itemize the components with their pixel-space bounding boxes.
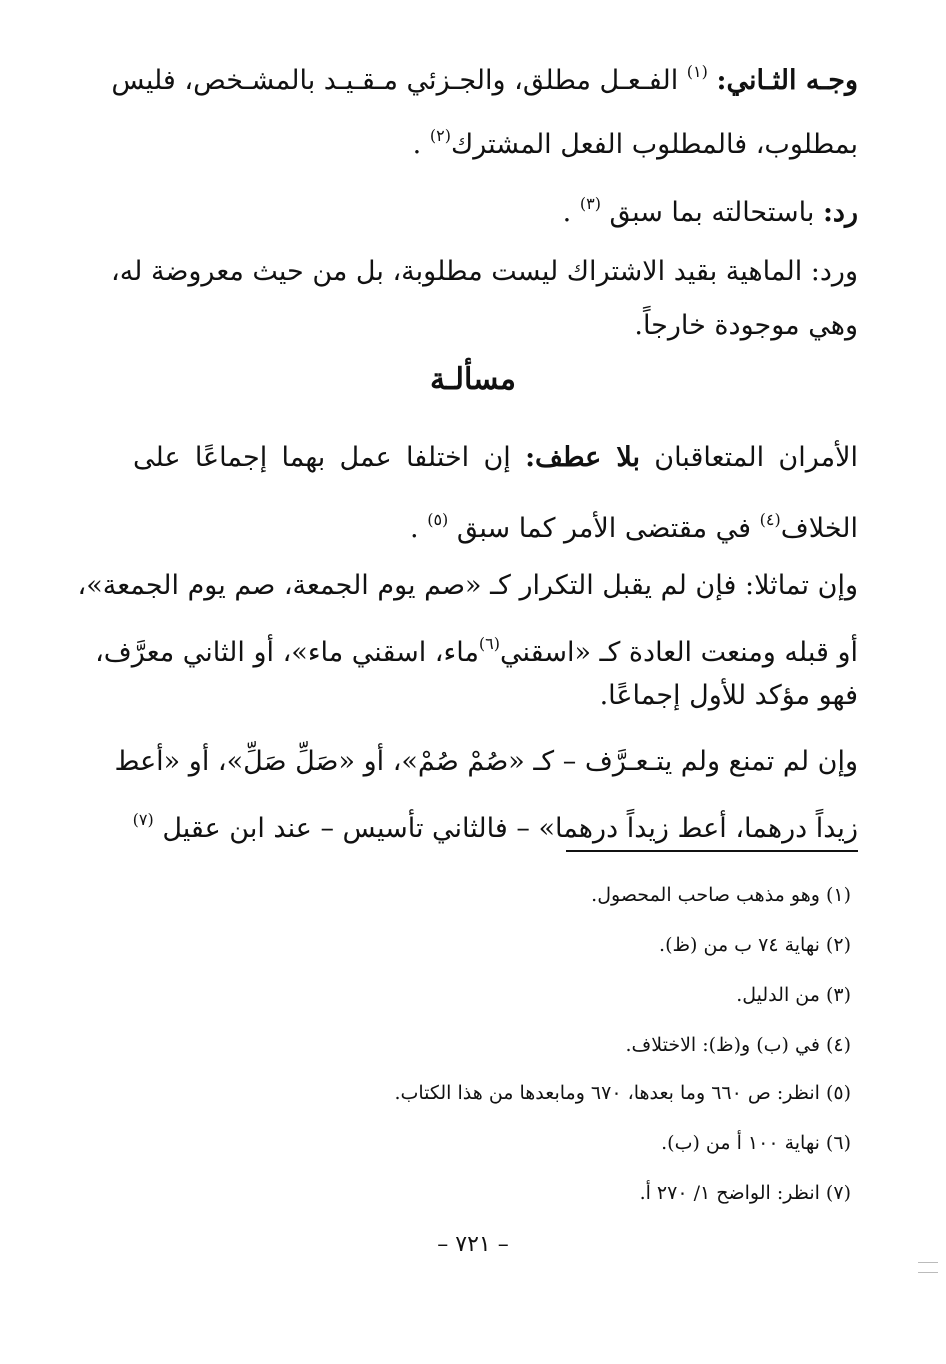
section-heading: مسألـة (430, 362, 516, 397)
footnote: (٥) انظر: ص ٦٦٠ وما بعدها، ٦٧٠ ومابعدها من هذا الكتاب. (394, 1082, 851, 1104)
text-line: وهي موجودة خارجاً. (634, 310, 858, 341)
footnote: (٦) نهاية ١٠٠ أ من (ب). (661, 1132, 851, 1154)
footnote-ref: (٦) (478, 634, 501, 653)
footnote: (٧) انظر: الواضح ١/ ٢٧٠ أ. (639, 1182, 851, 1204)
footnote-ref: (٧) (132, 810, 154, 829)
text-line: وإن لم تمنع ولم يتـعـرَّف – كـ «صُمْ صُمْ»، أو «صَلِّ صَلِّ»، أو «أعط (114, 746, 858, 777)
footnote-separator (566, 850, 858, 852)
text-line: وإن تماثلا: فإن لم يقبل التكرار كـ «صم يوم الجمعة، صم يوم الجمعة»، (77, 570, 858, 601)
footnote: (٢) نهاية ٧٤ ب من (ظ). (659, 934, 851, 956)
text-line: بمطلوب، فالمطلوب الفعل المشترك$^{(٢)}$ . (412, 126, 858, 160)
text-line: ورد: الماهية بقيد الاشتراك ليست مطلوبة، بل من حيث معروضة له، (110, 256, 858, 287)
scan-edge-mark (918, 1272, 938, 1273)
footnote: (٣) من الدليل. (736, 984, 851, 1006)
footnote-ref: (٥) (427, 510, 449, 529)
page-number: – ٧٢١ – (437, 1232, 509, 1257)
text-line: أو قبله ومنعت العادة كـ «اسقني$^{(٦)}$ماء، اسقني ماء»، أو الثاني معرَّف، (95, 634, 858, 668)
scan-edge-mark (918, 1262, 938, 1263)
text-line: وجـه الثـاني: $^{(١)}$ الفـعـل مطلق، والجـزئي مـقـيـد بالمشـخص، فليس (111, 62, 858, 96)
text-line: الأمران المتعاقبان بلا عطف: إن اختلفا عمل بهما إجماعًا على (133, 442, 858, 473)
footnote-ref: (٢) (429, 126, 451, 145)
bold-term: وجـه الثـاني: (716, 65, 858, 96)
text-line: رد: باستحالته بما سبق $^{(٣)}$ . (562, 194, 858, 228)
text-line: زيداً درهما، أعط زيداً درهما» – فالثاني تأسيس – عند ابن عقيل $^{(٧)}$ (132, 810, 858, 844)
bold-term: رد: (822, 197, 858, 228)
footnote-ref: (١) (686, 62, 708, 81)
text-line: الخلاف$^{(٤)}$ في مقتضى الأمر كما سبق $^{(٥)}$ . (410, 510, 858, 544)
text-line: فهو مؤكد للأول إجماعًا. (599, 680, 858, 711)
bold-term: بلا عطف: (525, 442, 640, 473)
footnote: (١) وهو مذهب صاحب المحصول. (591, 884, 851, 906)
footnote-ref: (٣) (579, 194, 601, 213)
footnote: (٤) في (ب) و(ظ): الاختلاف. (625, 1034, 851, 1056)
footnote-ref: (٤) (759, 510, 781, 529)
